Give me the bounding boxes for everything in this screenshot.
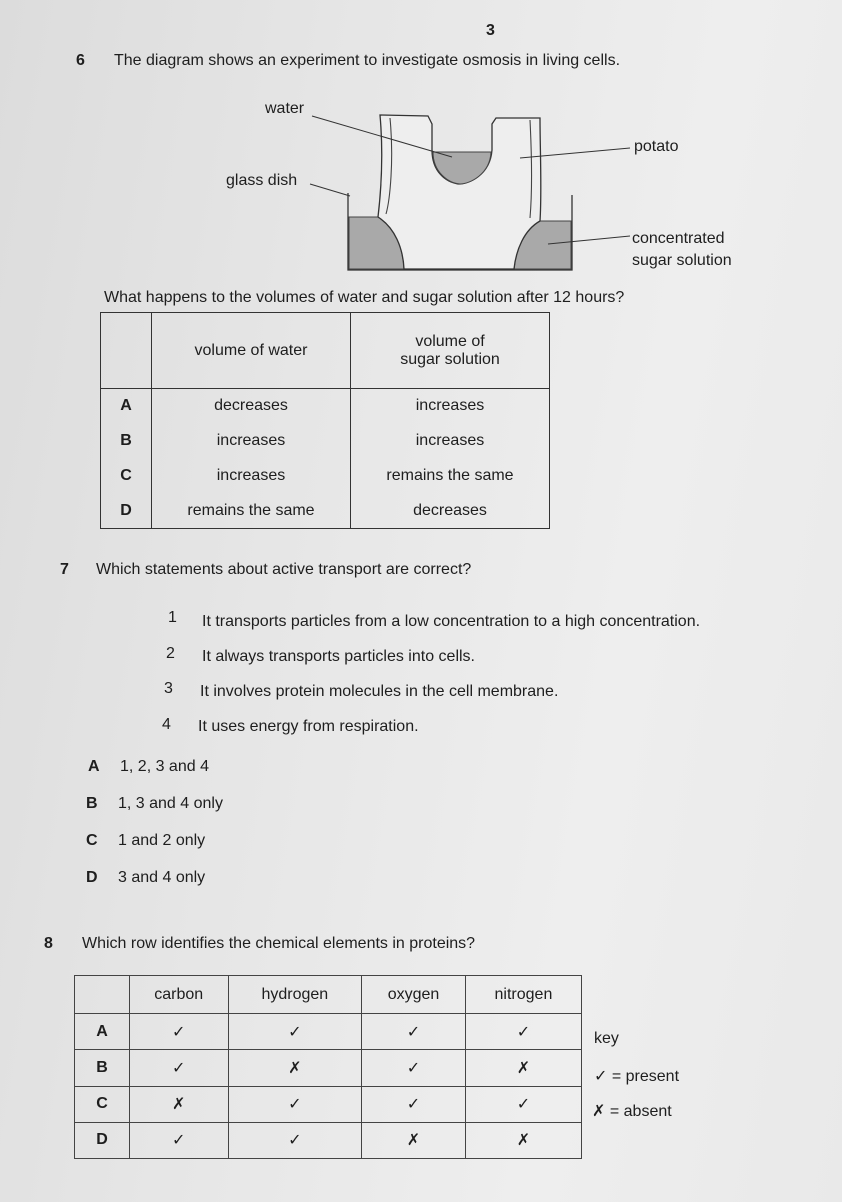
statement-number: 1: [168, 609, 177, 626]
row-label: C: [75, 1086, 130, 1122]
question-8-number: 8: [44, 935, 53, 952]
row-label: B: [75, 1050, 130, 1086]
cell-mark: ✓: [465, 1014, 581, 1050]
row-label: D: [101, 494, 152, 529]
cell-sugar: increases: [351, 389, 550, 424]
table-row: [75, 1122, 582, 1158]
cell-water: increases: [152, 459, 351, 494]
table-header-row: [75, 976, 582, 1014]
option-c[interactable]: C 1 and 2 only: [86, 832, 206, 849]
statement-number: 4: [162, 716, 171, 733]
cell-mark: ✓: [228, 1086, 362, 1122]
question-6-number: 6: [76, 52, 85, 69]
label-water: water: [265, 100, 305, 117]
key-title: key: [594, 1030, 619, 1047]
table-row: [101, 459, 550, 494]
cell-mark: ✓: [130, 1014, 229, 1050]
option-b[interactable]: B 1, 3 and 4 only: [86, 795, 223, 812]
key-present: ✓ = present: [594, 1068, 680, 1085]
question-6-intro: The diagram shows an experiment to investigate osmosis in living cells.: [114, 52, 621, 69]
potato: [378, 115, 541, 269]
table-row: [101, 494, 550, 529]
header-carbon: carbon: [130, 976, 229, 1014]
statement-text: It always transports particles into cells.: [202, 648, 475, 665]
row-label: A: [75, 1014, 130, 1050]
cell-water: remains the same: [152, 494, 351, 529]
cell-mark: ✗: [228, 1050, 362, 1086]
row-label: B: [101, 424, 152, 459]
table-header-row: [101, 313, 550, 389]
row-label: D: [75, 1122, 130, 1158]
question-8-table: [74, 975, 582, 1159]
cell-mark: ✓: [228, 1122, 362, 1158]
cell-mark: ✓: [465, 1086, 581, 1122]
cell-mark: ✓: [130, 1050, 229, 1086]
statement-number: 3: [164, 680, 173, 697]
cell-mark: ✓: [130, 1122, 229, 1158]
table-row: [75, 1086, 582, 1122]
table-row: [101, 389, 550, 424]
header-oxygen: oxygen: [362, 976, 466, 1014]
cell-water: increases: [152, 424, 351, 459]
cell-water: decreases: [152, 389, 351, 424]
table-row: [75, 1014, 582, 1050]
header-volume-sugar: volume of sugar solution: [351, 313, 550, 389]
question-7-number: 7: [60, 561, 69, 578]
label-potato: potato: [634, 138, 679, 155]
label-concentrated: concentrated: [632, 230, 725, 247]
question-6-prompt: What happens to the volumes of water and sugar solution after 12 hours?: [104, 289, 625, 306]
header-volume-water: volume of water: [152, 313, 351, 389]
page-number: 3: [486, 22, 495, 39]
cell-sugar: decreases: [351, 494, 550, 529]
question-6-table: [100, 312, 550, 529]
cell-mark: ✓: [362, 1050, 466, 1086]
cell-sugar: remains the same: [351, 459, 550, 494]
key-absent: ✗ = absent: [592, 1103, 672, 1120]
label-glass-dish: glass dish: [226, 172, 298, 189]
cell-mark: ✗: [465, 1050, 581, 1086]
question-8-prompt: Which row identifies the chemical elements in proteins?: [82, 935, 476, 952]
cell-mark: ✗: [130, 1086, 229, 1122]
statement-number: 2: [166, 645, 175, 662]
table-row: [75, 1050, 582, 1086]
statement-text: It involves protein molecules in the cell membrane.: [200, 683, 559, 700]
row-label: C: [101, 459, 152, 494]
cell-mark: ✓: [362, 1086, 466, 1122]
label-sugar-solution: sugar solution: [632, 252, 732, 269]
cell-sugar: increases: [351, 424, 550, 459]
cell-mark: ✓: [362, 1014, 466, 1050]
option-d[interactable]: D 3 and 4 only: [86, 869, 206, 886]
question-7-prompt: Which statements about active transport are correct?: [96, 561, 472, 578]
statement-text: It transports particles from a low concentration to a high concentration.: [202, 613, 701, 630]
statement-text: It uses energy from respiration.: [198, 718, 419, 735]
header-nitrogen: nitrogen: [465, 976, 581, 1014]
cell-mark: ✓: [228, 1014, 362, 1050]
row-label: A: [101, 389, 152, 424]
cell-mark: ✗: [362, 1122, 466, 1158]
option-a[interactable]: A 1, 2, 3 and 4: [88, 758, 209, 775]
header-hydrogen: hydrogen: [228, 976, 362, 1014]
table-row: [101, 424, 550, 459]
cell-mark: ✗: [465, 1122, 581, 1158]
